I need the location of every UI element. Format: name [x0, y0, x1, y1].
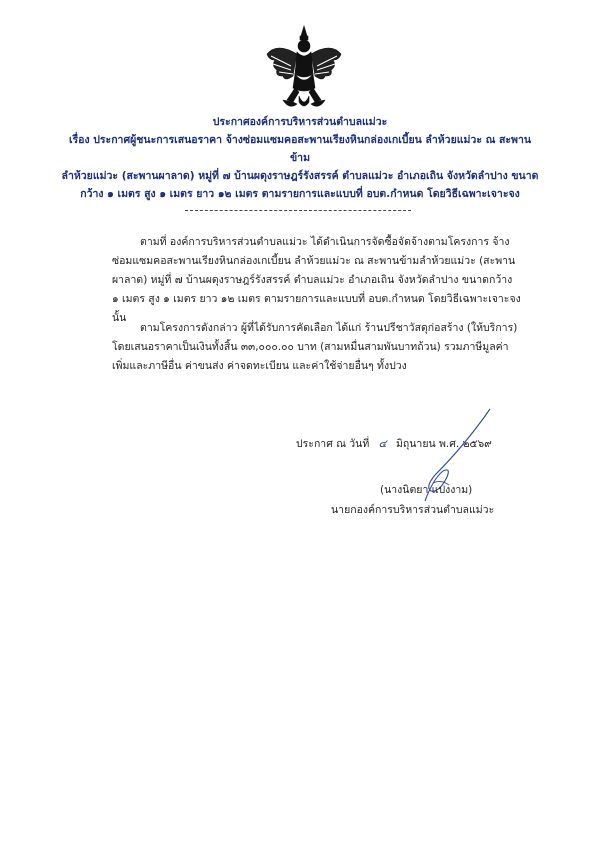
date-prefix: ประกาศ ณ วันที่ — [296, 438, 370, 450]
date-suffix: มิถุนายน พ.ศ. ๒๕๖๙ — [395, 438, 492, 450]
subject-line: เรื่อง ประกาศผู้ชนะการเสนอราคา จ้างซ่อมแซมคอสะพานเรียงหินกล่องเกเบี้ยน ลำห้วยแม่วะ ณ สะพานข้าม — [68, 134, 532, 164]
announcement-subject — [60, 131, 540, 203]
date-day: ๔ — [378, 438, 387, 450]
body-paragraph-background: ตามที่ องค์การบริหารส่วนตำบลแม่วะ ได้ดำเนินการจัดซื้อจัดจ้างตามโครงการ จ้างซ่อมแซมคอสะพานเรียงหินกล่องเกเบี้ยน ลำห้วยแม่วะ ณ สะพานข้ามลำห้วยแม่วะ (สะพานผาลาด) หมู่ที่ ๗ บ้านผดุงราษฎร์รังสรรค์ ตำบลแม่วะ อำเภอเถิน จังหวัดลำปาง ขนาดกว้าง ๑ เมตร สูง ๑ เมตร ยาว ๑๒ เมตร ตามรายการและแบบที่ อบต.กำหนด โดยวิธีเฉพาะเจาะจง นั้น — [112, 236, 521, 324]
subject-line: ลำห้วยแม่วะ (สะพานผาลาด) หมู่ที่ ๗ บ้านผดุงราษฎร์รังสรรค์ ตำบลแม่วะ อำเภอเถิน จังหวัดลำปาง ขนาด — [61, 170, 539, 182]
separator-rule — [185, 210, 411, 211]
subject-line: กว้าง ๑ เมตร สูง ๑ เมตร ยาว ๑๒ เมตร ตามรายการและแบบที่ อบต.กำหนด โดยวิธีเฉพาะเจาะจง — [80, 188, 520, 200]
garuda-emblem-icon — [263, 24, 345, 112]
body-paragraph-result: ตามโครงการดังกล่าว ผู้ที่ได้รับการคัดเลือก ได้แก่ ร้านปรีชาวัสดุก่อสร้าง (ให้บริการ) โดยเสนอราคาเป็นเงินทั้งสิ้น ๓๓,๐๐๐.๐๐ บาท (สามหมื่นสามพันบาทถ้วน) รวมภาษีมูลค่าเพิ่มและภาษีอื่น ค่าขนส่ง ค่าจดทะเบียน และค่าใช้จ่ายอื่นๆ ทั้งปวง — [112, 322, 518, 372]
signer-title: นายกองค์การบริหารส่วนตำบลแม่วะ — [331, 504, 495, 516]
signer-name: (นางนิตยา แปงงาม) — [380, 484, 473, 496]
organization-title: ประกาศองค์การบริหารส่วนตำบลแม่วะ — [212, 116, 388, 128]
